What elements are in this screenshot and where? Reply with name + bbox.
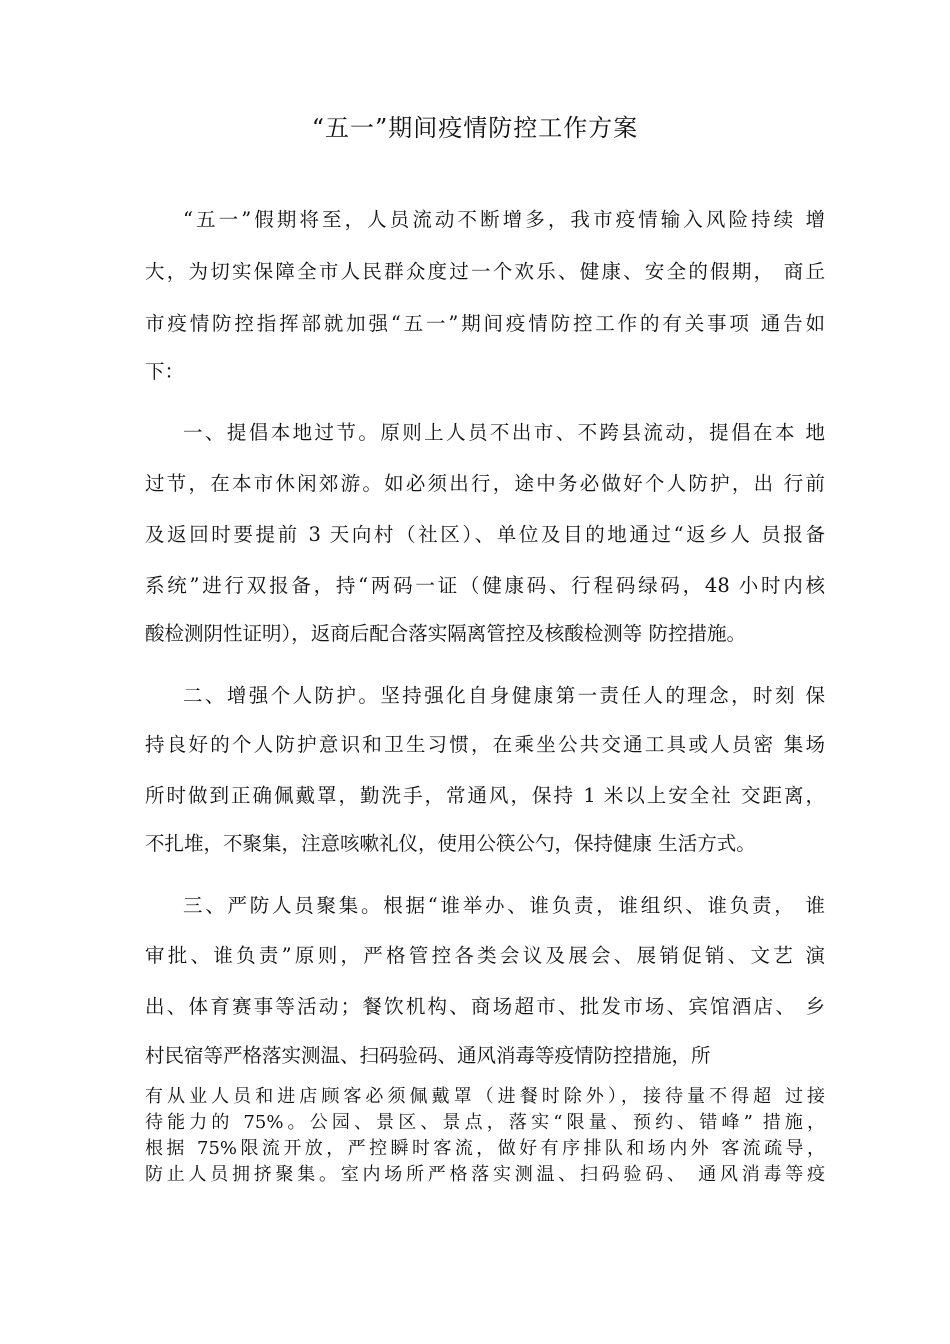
- paragraph-continuation-line: 防止人员拥挤聚集。室内场所严格落实测温、扫码验码、 通风消毒等疫: [145, 1164, 825, 1185]
- paragraph-section-3-line: 三、严防人员聚集。根据“谁举办、谁负责，谁组织、谁负责， 谁: [183, 894, 825, 917]
- paragraph-section-1-line: 系统”进行双报备，持“两码一证（健康码、行程码绿码，48 小时内核: [145, 574, 825, 597]
- paragraph-section-1-line: 酸检测阴性证明），返商后配合落实隔离管控及核酸检测等 防控措施。: [145, 622, 746, 645]
- paragraph-section-3-line: 审批、谁负责”原则，严格管控各类会议及展会、展销促销、文艺 演: [145, 944, 825, 967]
- paragraph-section-2-line: 不扎堆，不聚集，注意咳嗽礼仪，使用公筷公勺，保持健康 生活方式。: [145, 832, 756, 855]
- paragraph-section-2-line: 二、增强个人防护。坚持强化自身健康第一责任人的理念，时刻 保: [183, 684, 825, 707]
- paragraph-intro-line: 下：: [145, 360, 185, 383]
- paragraph-section-2-line: 持良好的个人防护意识和卫生习惯，在乘坐公共交通工具或人员密 集场: [145, 733, 825, 756]
- paragraph-section-2-line: 所时做到正确佩戴罩，勤洗手，常通风，保持 1 米以上安全社 交距离，: [145, 784, 825, 807]
- paragraph-intro-line: “五一”假期将至，人员流动不断增多，我市疫情输入风险持续 增: [183, 208, 825, 231]
- paragraph-intro-line: 市疫情防控指挥部就加强“五一”期间疫情防控工作的有关事项 通告如: [145, 312, 825, 335]
- paragraph-intro-line: 大，为切实保障全市人民群众度过一个欢乐、健康、安全的假期， 商丘: [145, 260, 825, 283]
- document-title: “五一”期间疫情防控工作方案: [311, 114, 639, 142]
- paragraph-section-1-line: 及返回时要提前 3 天向村（社区）、单位及目的地通过“返乡人 员报备: [145, 523, 825, 546]
- paragraph-section-1-line: 过节，在本市休闲郊游。如必须出行，途中务必做好个人防护，出 行前: [145, 472, 825, 495]
- paragraph-section-1-line: 一、提倡本地过节。原则上人员不出市、不跨县流动，提倡在本 地: [183, 421, 825, 444]
- paragraph-section-3-line: 村民宿等严格落实测温、扫码验码、通风消毒等疫情防控措施，所: [145, 1044, 711, 1067]
- paragraph-continuation-line: 有从业人员和进店顾客必须佩戴罩（进餐时除外），接待量不得超 过接: [145, 1086, 825, 1107]
- paragraph-section-3-line: 出、体育赛事等活动；餐饮机构、商场超市、批发市场、宾馆酒店、 乡: [145, 995, 825, 1018]
- paragraph-continuation-line: 根据 75%限流开放，严控瞬时客流，做好有序排队和场内外 客流疏导，: [145, 1138, 825, 1159]
- paragraph-continuation-line: 待能力的 75%。公园、景区、景点，落实“限量、预约、错峰” 措施，: [145, 1112, 825, 1133]
